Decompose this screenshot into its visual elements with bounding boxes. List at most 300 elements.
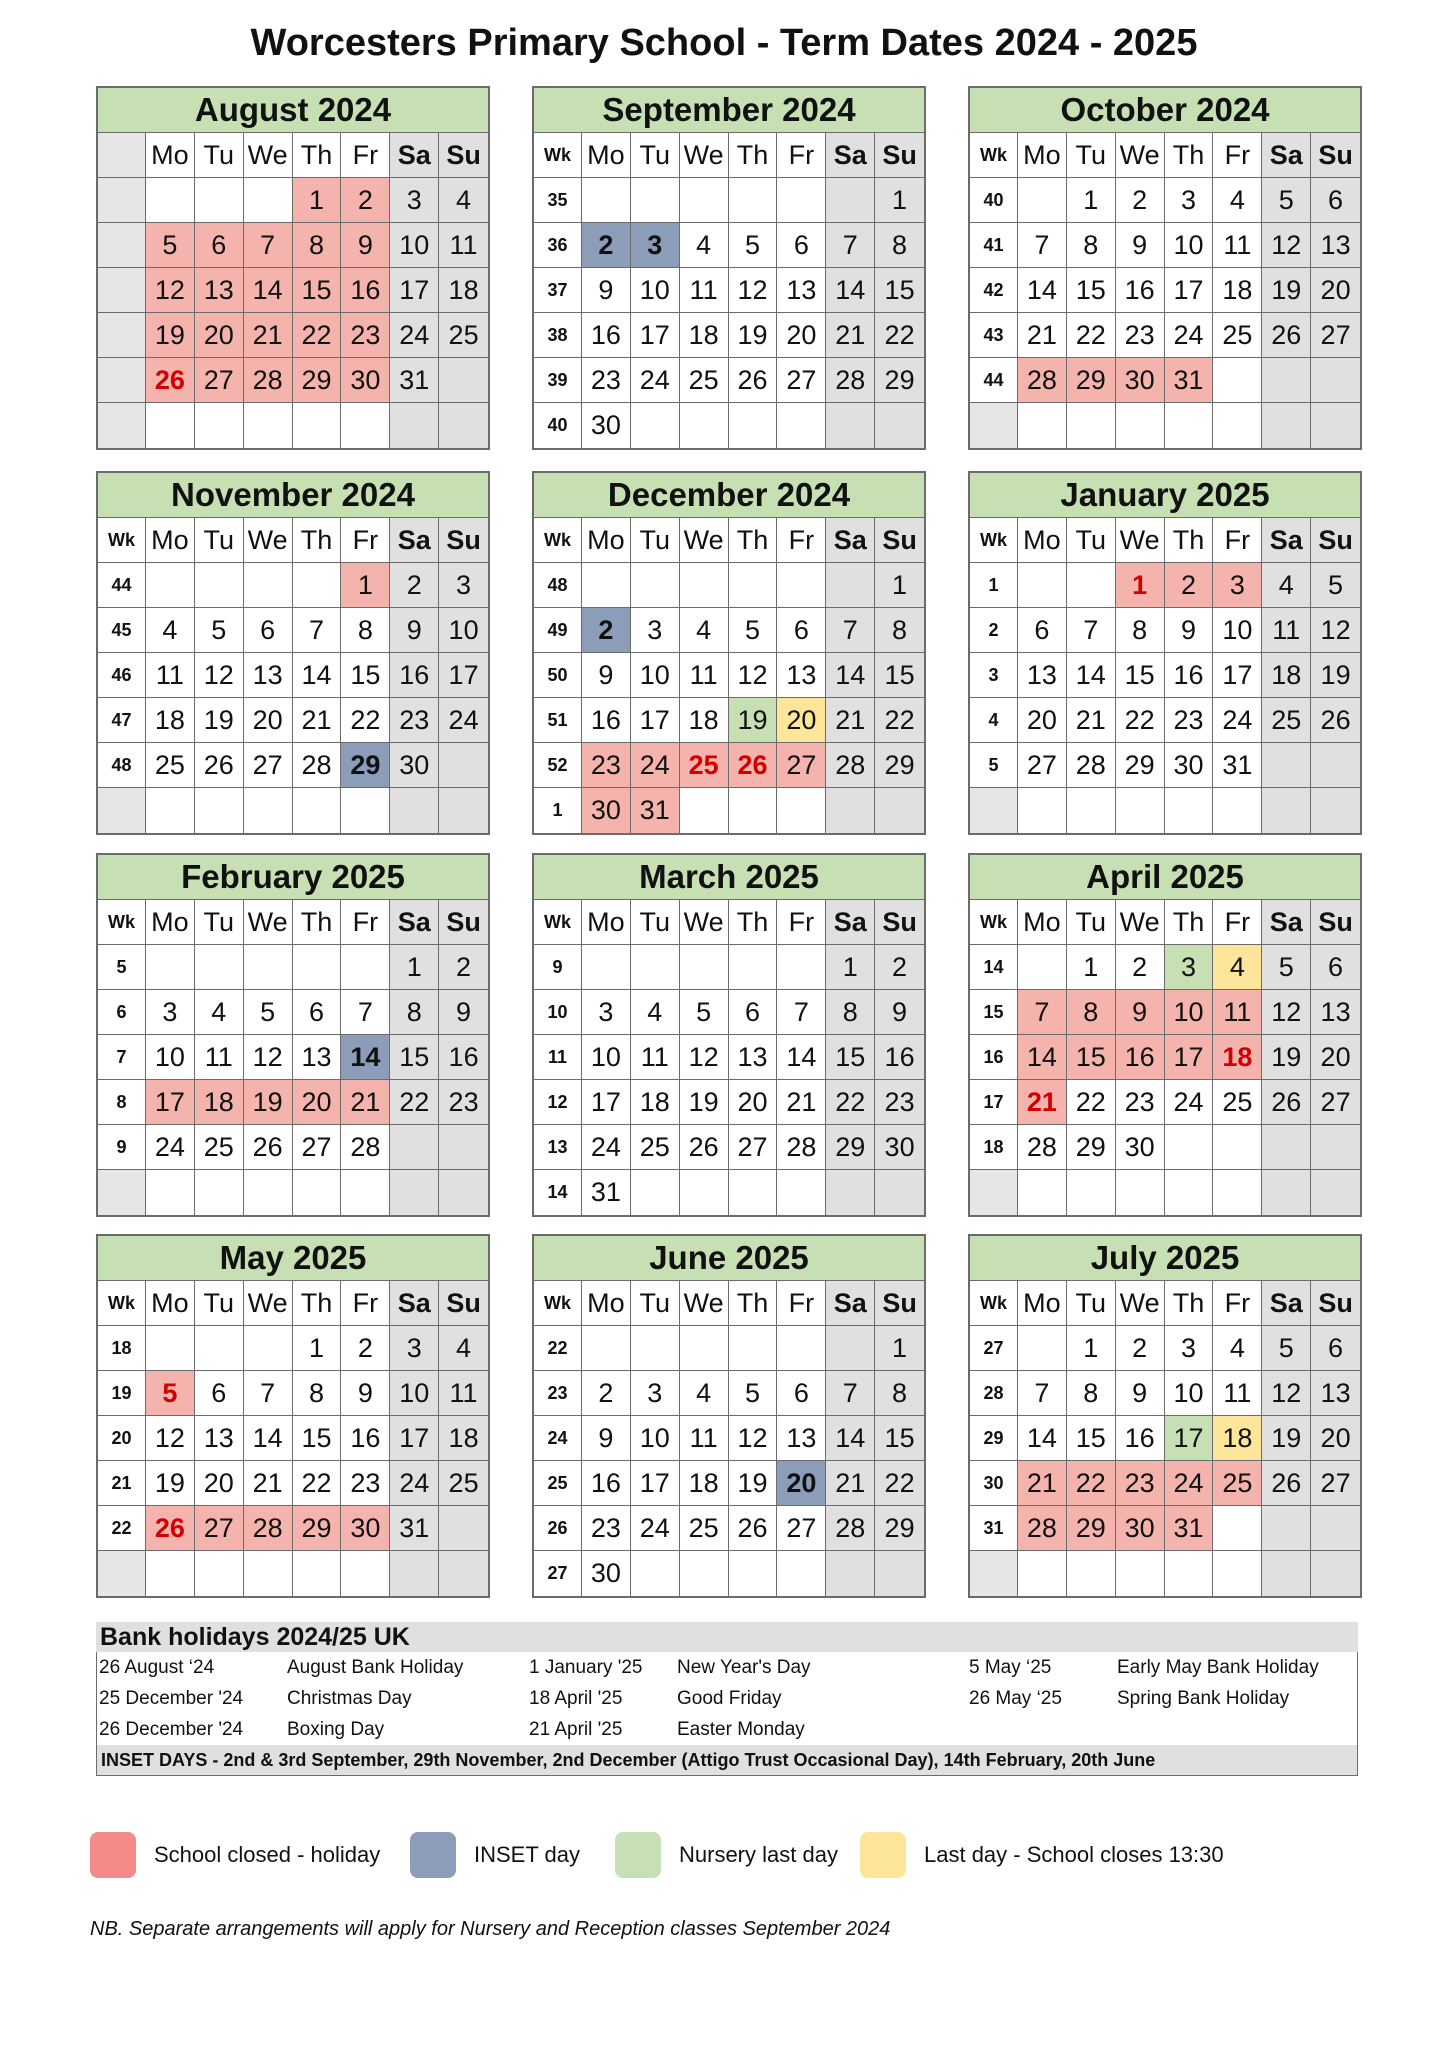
day-cell: 15 (1067, 268, 1116, 313)
day-cell: 10 (1165, 1371, 1214, 1416)
day-cell (1116, 788, 1165, 833)
legend-label: INSET day (474, 1842, 580, 1867)
day-cell (631, 1170, 680, 1215)
day-cell: 3 (1165, 945, 1214, 990)
day-cell (1018, 403, 1067, 448)
day-cell: 20 (729, 1080, 778, 1125)
day-header: We (1116, 900, 1165, 945)
bank-holiday-row (97, 1683, 1357, 1714)
day-cell: 10 (1213, 608, 1262, 653)
day-cell: 3 (631, 1371, 680, 1416)
day-cell: 21 (826, 1461, 875, 1506)
day-header: Su (439, 518, 488, 563)
day-cell: 25 (680, 1506, 729, 1551)
day-cell: 1 (875, 563, 924, 608)
day-cell: 28 (1018, 1506, 1067, 1551)
day-cell (1067, 1170, 1116, 1215)
week-number (98, 313, 146, 358)
day-header: Tu (1067, 133, 1116, 178)
week-number: 14 (534, 1170, 582, 1215)
day-cell (390, 788, 439, 833)
day-cell: 12 (1262, 223, 1311, 268)
day-cell (195, 178, 244, 223)
day-cell (341, 945, 390, 990)
day-cell (1213, 1170, 1262, 1215)
day-cell: 1 (875, 178, 924, 223)
day-header: Su (439, 1281, 488, 1326)
day-cell: 19 (146, 313, 195, 358)
day-header: Su (439, 133, 488, 178)
day-cell: 22 (875, 698, 924, 743)
day-header: Tu (1067, 518, 1116, 563)
day-cell: 1 (875, 1326, 924, 1371)
day-cell: 1 (293, 178, 342, 223)
day-cell: 20 (244, 698, 293, 743)
month-calendar (968, 471, 1362, 835)
week-number (98, 788, 146, 833)
day-cell: 14 (1018, 1416, 1067, 1461)
day-cell (439, 743, 488, 788)
month-title: October 2024 (970, 88, 1360, 133)
day-cell: 30 (1116, 358, 1165, 403)
day-cell (146, 1551, 195, 1596)
day-cell (1165, 788, 1214, 833)
day-cell: 30 (341, 358, 390, 403)
day-cell: 8 (293, 1371, 342, 1416)
day-cell: 24 (390, 313, 439, 358)
day-cell (1262, 1125, 1311, 1170)
day-header: Th (1165, 1281, 1214, 1326)
month-calendar (532, 853, 926, 1217)
day-cell (777, 178, 826, 223)
day-cell: 23 (341, 313, 390, 358)
day-cell (244, 563, 293, 608)
month-calendar (96, 86, 490, 450)
day-cell (1311, 1551, 1360, 1596)
day-cell: 17 (631, 698, 680, 743)
day-cell: 7 (341, 990, 390, 1035)
bank-holiday-name: Spring Bank Holiday (1117, 1688, 1290, 1709)
day-cell (1165, 1125, 1214, 1170)
day-cell: 7 (244, 223, 293, 268)
day-cell: 18 (1213, 1416, 1262, 1461)
week-number: 29 (970, 1416, 1018, 1461)
day-cell: 14 (826, 268, 875, 313)
day-cell: 7 (1018, 1371, 1067, 1416)
day-cell: 23 (1165, 698, 1214, 743)
day-cell: 28 (826, 358, 875, 403)
day-cell (390, 1170, 439, 1215)
day-cell: 15 (341, 653, 390, 698)
day-cell (1018, 788, 1067, 833)
day-cell: 13 (293, 1035, 342, 1080)
day-cell: 11 (680, 268, 729, 313)
week-number: 46 (98, 653, 146, 698)
day-header: Fr (1213, 133, 1262, 178)
day-cell: 8 (1067, 990, 1116, 1035)
day-cell: 11 (1213, 1371, 1262, 1416)
day-cell: 26 (1311, 698, 1360, 743)
day-header: We (1116, 518, 1165, 563)
day-cell: 11 (195, 1035, 244, 1080)
bank-holiday-date: 25 December '24 (99, 1688, 244, 1709)
day-cell: 26 (729, 743, 778, 788)
day-cell: 18 (680, 1461, 729, 1506)
day-cell (439, 1170, 488, 1215)
day-cell: 6 (293, 990, 342, 1035)
week-number (98, 268, 146, 313)
day-cell: 1 (1067, 178, 1116, 223)
day-cell: 25 (1213, 1461, 1262, 1506)
day-cell: 28 (1067, 743, 1116, 788)
day-cell: 22 (293, 1461, 342, 1506)
day-cell: 17 (390, 268, 439, 313)
day-cell: 16 (439, 1035, 488, 1080)
day-cell: 14 (341, 1035, 390, 1080)
day-cell: 21 (1067, 698, 1116, 743)
week-number (970, 1551, 1018, 1596)
day-cell: 26 (1262, 1461, 1311, 1506)
day-cell (680, 788, 729, 833)
day-cell: 6 (1311, 1326, 1360, 1371)
day-header: Mo (146, 900, 195, 945)
day-cell: 29 (1116, 743, 1165, 788)
day-cell: 3 (1165, 178, 1214, 223)
day-cell: 5 (1262, 1326, 1311, 1371)
day-cell: 14 (244, 268, 293, 313)
day-header: Sa (826, 518, 875, 563)
day-cell: 16 (341, 268, 390, 313)
day-cell: 12 (680, 1035, 729, 1080)
day-cell: 17 (1165, 1035, 1214, 1080)
day-cell (875, 788, 924, 833)
day-cell: 22 (875, 313, 924, 358)
day-header: Th (729, 518, 778, 563)
day-cell: 5 (1262, 178, 1311, 223)
day-header: Fr (341, 518, 390, 563)
day-cell (826, 403, 875, 448)
day-header: We (680, 518, 729, 563)
day-cell: 28 (293, 743, 342, 788)
month-title: February 2025 (98, 855, 488, 900)
week-number: 22 (534, 1326, 582, 1371)
day-cell: 15 (1067, 1035, 1116, 1080)
day-cell: 25 (1213, 313, 1262, 358)
page-title: Worcesters Primary School - Term Dates 2024 - 2025 (250, 22, 1198, 64)
day-cell: 4 (680, 1371, 729, 1416)
day-cell: 12 (1262, 990, 1311, 1035)
day-cell: 27 (777, 1506, 826, 1551)
day-cell (293, 563, 342, 608)
week-number (98, 403, 146, 448)
day-cell: 1 (390, 945, 439, 990)
day-cell: 7 (777, 990, 826, 1035)
week-number: 42 (970, 268, 1018, 313)
day-cell (1262, 1506, 1311, 1551)
day-cell (582, 945, 631, 990)
day-cell: 27 (1311, 313, 1360, 358)
day-cell: 14 (1067, 653, 1116, 698)
day-header: Fr (341, 133, 390, 178)
day-cell: 17 (1213, 653, 1262, 698)
day-header: Su (1311, 1281, 1360, 1326)
day-cell: 2 (1165, 563, 1214, 608)
week-number: 2 (970, 608, 1018, 653)
day-cell (1116, 403, 1165, 448)
day-cell: 6 (729, 990, 778, 1035)
day-cell: 23 (439, 1080, 488, 1125)
day-cell: 4 (439, 178, 488, 223)
day-cell: 29 (875, 1506, 924, 1551)
legend-label: Nursery last day (679, 1842, 838, 1867)
week-number: 52 (534, 743, 582, 788)
day-cell: 20 (777, 1461, 826, 1506)
day-cell (680, 563, 729, 608)
day-cell: 11 (1213, 990, 1262, 1035)
day-cell: 8 (390, 990, 439, 1035)
day-cell: 30 (1116, 1506, 1165, 1551)
day-header: Tu (1067, 1281, 1116, 1326)
day-cell: 16 (582, 1461, 631, 1506)
day-header: Th (293, 133, 342, 178)
day-cell: 20 (1311, 1416, 1360, 1461)
day-cell: 17 (631, 313, 680, 358)
day-cell (244, 1551, 293, 1596)
day-cell: 14 (777, 1035, 826, 1080)
day-cell: 24 (390, 1461, 439, 1506)
week-number: 40 (534, 403, 582, 448)
day-cell (195, 403, 244, 448)
day-cell: 23 (582, 358, 631, 403)
month-title: January 2025 (970, 473, 1360, 518)
day-header: Su (875, 900, 924, 945)
day-cell (826, 1326, 875, 1371)
day-cell (293, 945, 342, 990)
day-cell: 9 (582, 1416, 631, 1461)
day-cell (826, 563, 875, 608)
week-number-header: Wk (98, 900, 146, 945)
week-number: 21 (98, 1461, 146, 1506)
day-cell (1018, 1326, 1067, 1371)
day-cell (1018, 945, 1067, 990)
day-cell: 30 (582, 1551, 631, 1596)
day-cell: 25 (1262, 698, 1311, 743)
month-title: April 2025 (970, 855, 1360, 900)
week-number: 26 (534, 1506, 582, 1551)
day-cell: 5 (146, 1371, 195, 1416)
bank-holiday-name: Early May Bank Holiday (1117, 1657, 1319, 1678)
day-cell: 2 (439, 945, 488, 990)
day-cell (631, 945, 680, 990)
day-cell: 4 (680, 223, 729, 268)
day-cell: 13 (195, 268, 244, 313)
day-cell: 11 (439, 1371, 488, 1416)
day-cell: 8 (1067, 1371, 1116, 1416)
week-number (98, 358, 146, 403)
week-number (98, 178, 146, 223)
day-cell: 12 (244, 1035, 293, 1080)
day-cell: 11 (1262, 608, 1311, 653)
day-cell: 3 (631, 223, 680, 268)
day-cell: 1 (1067, 945, 1116, 990)
day-header: Fr (341, 900, 390, 945)
day-cell: 4 (1213, 178, 1262, 223)
day-cell (631, 563, 680, 608)
day-header: Tu (631, 518, 680, 563)
day-cell: 23 (1116, 1461, 1165, 1506)
month-calendar (968, 853, 1362, 1217)
day-cell: 28 (1018, 1125, 1067, 1170)
day-cell: 15 (1116, 653, 1165, 698)
day-cell: 10 (1165, 223, 1214, 268)
day-cell: 22 (1067, 1080, 1116, 1125)
day-cell (195, 1551, 244, 1596)
day-cell: 15 (293, 1416, 342, 1461)
day-cell (777, 945, 826, 990)
day-cell (777, 1551, 826, 1596)
day-cell: 16 (390, 653, 439, 698)
week-number-header (98, 133, 146, 178)
day-cell: 24 (1165, 1461, 1214, 1506)
day-cell: 9 (1116, 223, 1165, 268)
day-cell: 6 (777, 1371, 826, 1416)
day-cell: 26 (1262, 1080, 1311, 1125)
legend-item (860, 1830, 1224, 1880)
day-cell: 17 (439, 653, 488, 698)
day-cell: 20 (1311, 268, 1360, 313)
legend-label: Last day - School closes 13:30 (924, 1842, 1224, 1867)
week-number-header: Wk (534, 900, 582, 945)
day-cell: 23 (875, 1080, 924, 1125)
day-cell: 19 (1311, 653, 1360, 698)
week-number: 27 (534, 1551, 582, 1596)
day-cell (1311, 743, 1360, 788)
day-cell: 24 (439, 698, 488, 743)
month-calendar (96, 1234, 490, 1598)
day-header: Su (875, 518, 924, 563)
day-cell: 22 (1067, 1461, 1116, 1506)
day-header: Th (1165, 133, 1214, 178)
day-header: Sa (1262, 1281, 1311, 1326)
week-number: 7 (98, 1035, 146, 1080)
day-cell (729, 1326, 778, 1371)
day-cell (1018, 1551, 1067, 1596)
day-cell: 12 (729, 268, 778, 313)
day-cell (826, 788, 875, 833)
day-cell (244, 1326, 293, 1371)
day-cell: 25 (439, 1461, 488, 1506)
day-cell: 8 (826, 990, 875, 1035)
day-cell: 25 (631, 1125, 680, 1170)
day-cell: 13 (1311, 990, 1360, 1035)
week-number: 23 (534, 1371, 582, 1416)
day-cell: 3 (146, 990, 195, 1035)
day-header: Sa (390, 133, 439, 178)
week-number: 37 (534, 268, 582, 313)
week-number: 3 (970, 653, 1018, 698)
day-cell (729, 403, 778, 448)
day-header: Fr (777, 1281, 826, 1326)
day-cell: 10 (439, 608, 488, 653)
day-cell: 23 (582, 743, 631, 788)
day-cell: 13 (777, 268, 826, 313)
day-cell: 30 (582, 403, 631, 448)
day-cell: 25 (680, 743, 729, 788)
day-cell: 5 (244, 990, 293, 1035)
day-cell: 25 (439, 313, 488, 358)
day-cell (146, 945, 195, 990)
month-title: August 2024 (98, 88, 488, 133)
day-cell: 7 (1018, 223, 1067, 268)
day-cell: 6 (1311, 945, 1360, 990)
bank-holiday-name: New Year's Day (677, 1657, 811, 1678)
day-cell (1311, 403, 1360, 448)
day-cell: 17 (390, 1416, 439, 1461)
month-title: March 2025 (534, 855, 924, 900)
day-cell (195, 1170, 244, 1215)
day-cell (680, 1326, 729, 1371)
day-cell (1262, 1170, 1311, 1215)
bank-holiday-name: Boxing Day (287, 1719, 385, 1740)
day-cell: 22 (341, 698, 390, 743)
day-cell: 11 (1213, 223, 1262, 268)
legend-swatch (615, 1832, 661, 1878)
day-cell: 23 (341, 1461, 390, 1506)
day-cell: 21 (1018, 313, 1067, 358)
week-number: 51 (534, 698, 582, 743)
day-cell: 18 (631, 1080, 680, 1125)
day-header: Mo (582, 900, 631, 945)
week-number: 22 (98, 1506, 146, 1551)
day-cell (680, 1170, 729, 1215)
day-cell (1262, 788, 1311, 833)
day-cell: 6 (777, 608, 826, 653)
week-number: 4 (970, 698, 1018, 743)
day-header: Th (729, 133, 778, 178)
day-cell: 13 (244, 653, 293, 698)
day-cell: 31 (631, 788, 680, 833)
day-cell: 12 (146, 1416, 195, 1461)
week-number: 50 (534, 653, 582, 698)
day-cell: 4 (1213, 1326, 1262, 1371)
day-cell: 18 (1213, 1035, 1262, 1080)
week-number: 44 (98, 563, 146, 608)
day-cell: 2 (582, 1371, 631, 1416)
day-cell: 10 (631, 653, 680, 698)
day-cell (1067, 788, 1116, 833)
week-number: 11 (534, 1035, 582, 1080)
day-cell: 27 (777, 358, 826, 403)
day-cell: 29 (826, 1125, 875, 1170)
day-cell: 19 (195, 698, 244, 743)
day-cell (1018, 178, 1067, 223)
day-cell: 8 (875, 1371, 924, 1416)
week-number: 9 (534, 945, 582, 990)
day-cell (146, 563, 195, 608)
day-header: Sa (826, 900, 875, 945)
day-cell: 12 (1311, 608, 1360, 653)
day-cell: 26 (729, 358, 778, 403)
footnote: NB. Separate arrangements will apply for Nursery and Reception classes September 2024 (90, 1918, 891, 1940)
day-cell: 2 (582, 608, 631, 653)
day-cell: 2 (1116, 1326, 1165, 1371)
legend-item (90, 1830, 380, 1880)
day-cell (1311, 1125, 1360, 1170)
day-header: Mo (582, 1281, 631, 1326)
legend (90, 1830, 1390, 1880)
bank-holiday-row (97, 1652, 1357, 1683)
week-number: 10 (534, 990, 582, 1035)
